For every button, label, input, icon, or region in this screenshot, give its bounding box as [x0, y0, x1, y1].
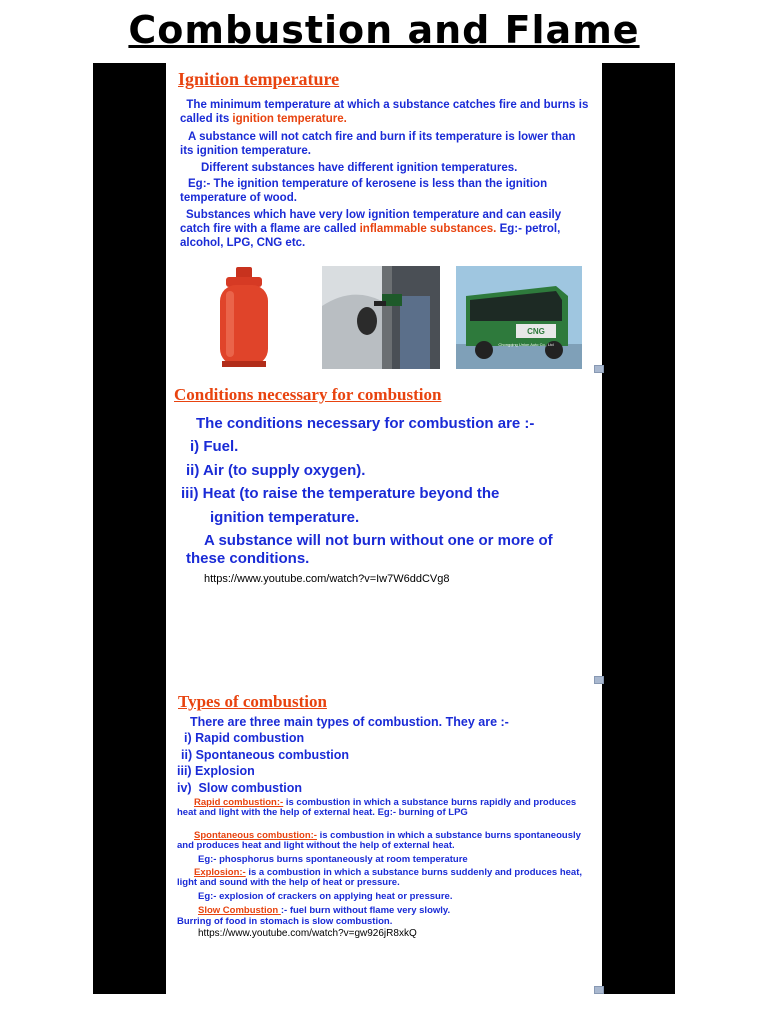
definition-rapid: Rapid combustion:- is combustion in which a substance burns rapidly and produces heat and light with the help of external heat. Eg:- burning of LPG: [177, 797, 577, 819]
paragraph: A substance will not catch fire and burn if its temperature is lower than its ignition temperature.: [180, 131, 576, 158]
list-item: ii) Spontaneous combustion: [181, 748, 350, 762]
list-item: i) Fuel.: [190, 438, 239, 455]
definition-explosion: Explosion:- is a combustion in which a substance burns suddenly and produces heat, light and sound with the help of heat or pressure.: [177, 867, 582, 889]
example-explosion: Eg:- explosion of crackers on applying heat or pressure.: [198, 891, 453, 902]
paragraph: A substance will not burn without one or more of these conditions.: [186, 532, 553, 568]
slide-heading: Ignition temperature: [178, 69, 340, 89]
paragraph: Different substances have different ignition temperatures.: [201, 162, 518, 174]
definition-spontaneous: Spontaneous combustion:- is combustion in which a substance burns spontaneously and produces heat and light without the help of external heat.: [177, 830, 581, 852]
list-item: i) Rapid combustion: [184, 731, 305, 745]
slide-conditions-for-combustion: [166, 375, 602, 681]
slide-ignition-temperature: [166, 63, 602, 372]
paragraph: Eg:- The ignition temperature of kerosene is less than the ignition temperature of wood.: [180, 178, 548, 205]
slide-resize-handle[interactable]: [594, 986, 604, 994]
slide-heading: Conditions necessary for combustion: [174, 385, 442, 404]
slide-resize-handle[interactable]: [594, 676, 604, 684]
definition-slow: Slow Combustion :- fuel burn without flame very slowly.: [198, 905, 451, 916]
youtube-link[interactable]: https://www.youtube.com/watch?v=gw926jR8xkQ: [198, 928, 417, 939]
slide-heading: Types of combustion: [178, 692, 327, 711]
slide-types-of-combustion: [166, 686, 602, 994]
lpg-cylinder-photo: [214, 265, 274, 369]
page-title: Combustion and Flame: [128, 8, 640, 52]
list-item: ignition temperature.: [210, 509, 360, 526]
cng-auto-rickshaw-photo: [456, 266, 582, 369]
fuel-pump-photo: [322, 266, 440, 369]
example-spontaneous: Eg:- phosphorus burns spontaneously at room temperature: [198, 854, 468, 865]
list-item: ii) Air (to supply oxygen).: [186, 462, 366, 479]
example-slow: Burring of food in stomach is slow combustion.: [177, 916, 393, 927]
svg-text:Chongqing Union Auto Co., Ltd: Chongqing Union Auto Co., Ltd: [498, 342, 554, 347]
youtube-link[interactable]: https://www.youtube.com/watch?v=Iw7W6ddCVg8: [204, 573, 450, 585]
list-item: iii) Heat (to raise the temperature beyond the: [181, 485, 500, 502]
paragraph: The conditions necessary for combustion are :-: [196, 415, 535, 432]
left-bar: [93, 63, 166, 994]
slide-resize-handle[interactable]: [594, 365, 604, 373]
list-item: iv) Slow combustion: [177, 781, 303, 795]
paragraph: Substances which have very low ignition temperature and can easily catch fire with a flame are called inflammable substances. Eg:- petrol, alcohol, LPG, CNG etc.: [180, 209, 562, 250]
paragraph: There are three main types of combustion. They are :-: [190, 715, 509, 729]
list-item: iii) Explosion: [177, 764, 255, 778]
right-bar: [602, 63, 675, 994]
svg-text:CNG: CNG: [527, 327, 545, 336]
paragraph: The minimum temperature at which a substance catches fire and burns is called its ignition temperature.: [180, 99, 589, 126]
